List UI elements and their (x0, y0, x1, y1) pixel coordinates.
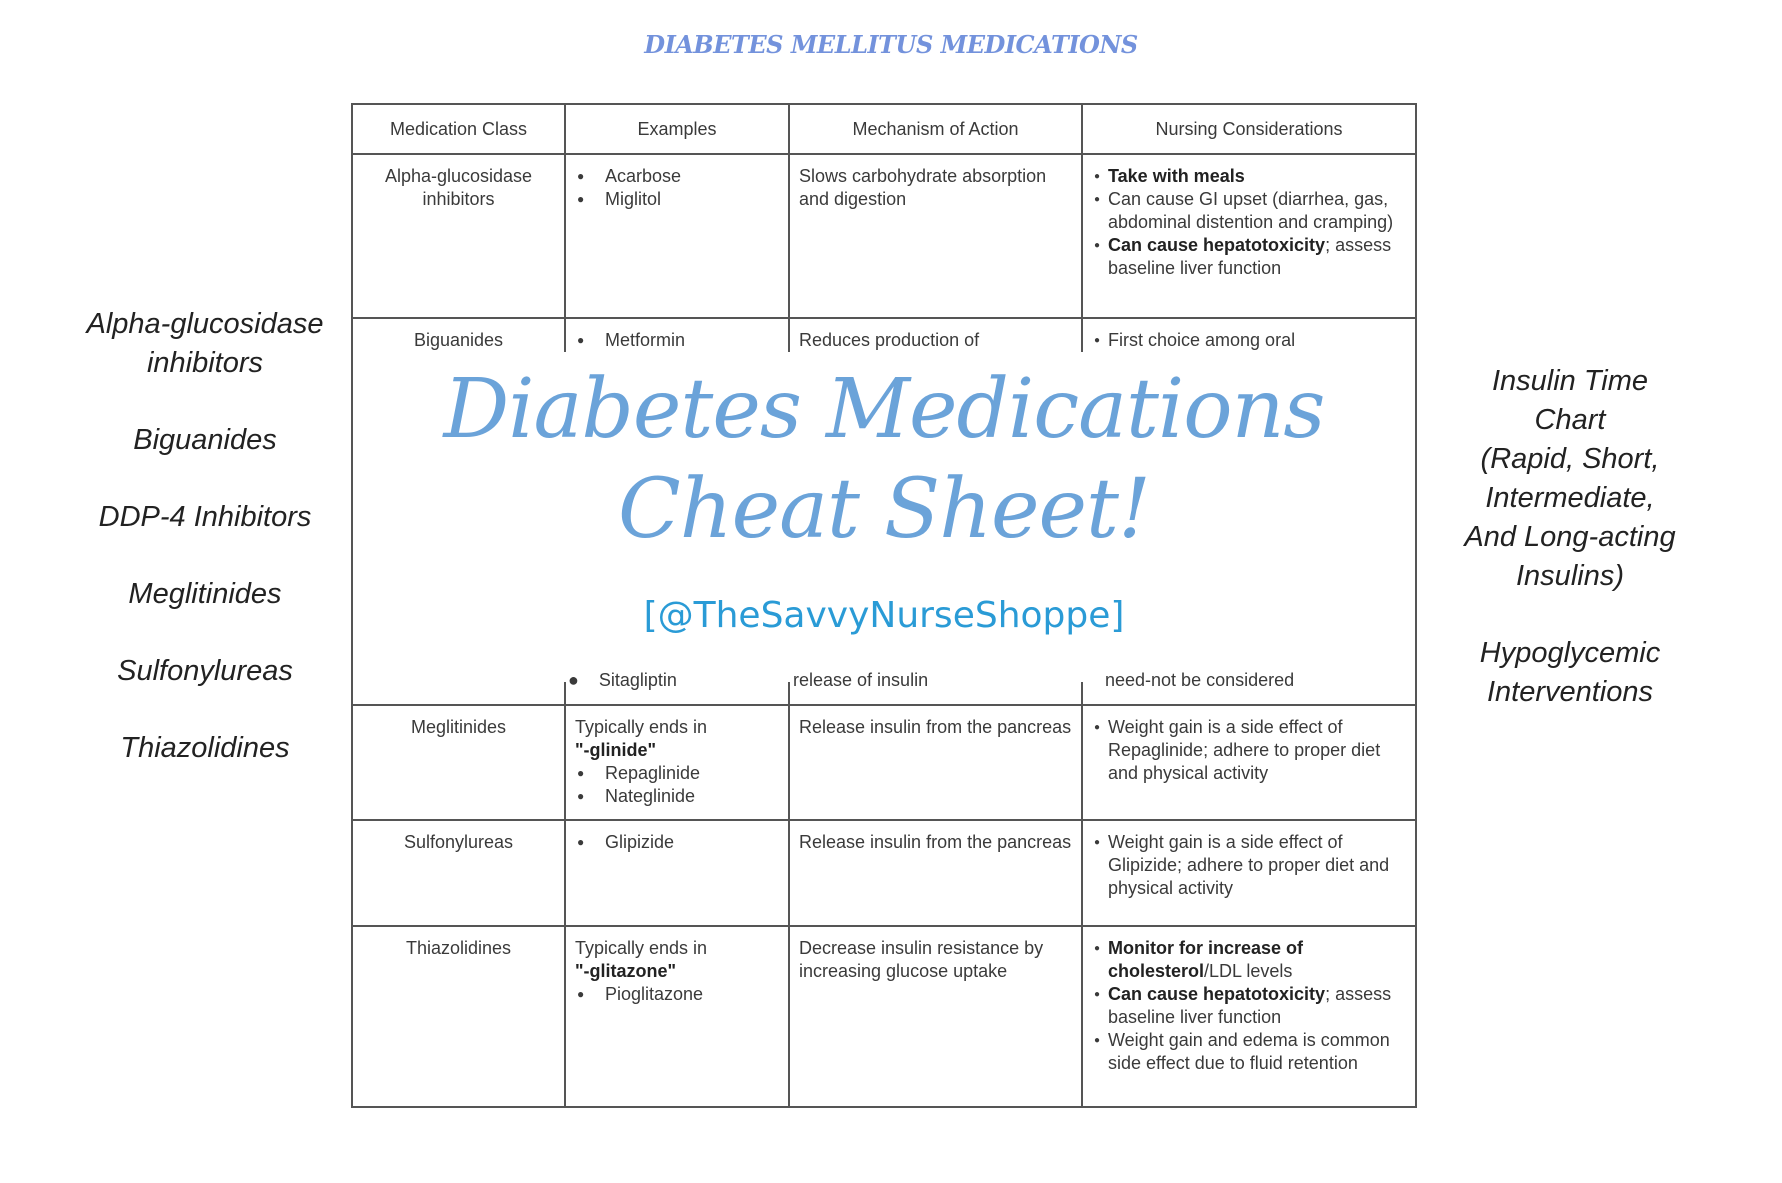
example-item: ● Metformin (575, 329, 779, 352)
suffix-pattern: "-glitazone" (575, 961, 677, 982)
medication-class-cell: Meglitinides (352, 705, 565, 820)
cheat-sheet-title (353, 360, 1415, 560)
left-topic-biguanides: Biguanides (133, 424, 277, 456)
mechanism-cell: Release insulin from the pancreas (789, 820, 1082, 926)
table-row (352, 705, 1416, 820)
left-topic-ddp4: DDP-4 Inhibitors (98, 501, 312, 533)
table-header-row (352, 104, 1416, 154)
example-item: ● Acarbose (575, 165, 779, 188)
example-item: ● Pioglitazone (575, 983, 779, 1006)
nursing-item: ● Monitor for increase of cholesterol/LDL levels (1092, 937, 1406, 983)
examples-cell (565, 154, 789, 318)
fragment-nursing: need-not be considered (1105, 670, 1295, 690)
document-header-title: DIABETES MELLITUS MEDICATIONS (644, 30, 1138, 59)
mechanism-cell: Release insulin from the pancreas (789, 705, 1082, 820)
nursing-cell (1082, 820, 1416, 926)
mechanism-cell: Decrease insulin resistance by increasing glucose uptake (789, 926, 1082, 1107)
nursing-item: ● Take with meals (1092, 165, 1406, 188)
cheat-sheet-title-line1: Diabetes Medications (443, 362, 1325, 457)
table-row (352, 926, 1416, 1107)
right-topic-list (1430, 362, 1710, 712)
right-topic-hypoglycemic: Hypoglycemic Interventions (1479, 637, 1661, 708)
nursing-item: ● Weight gain and edema is common side effect due to fluid retention (1092, 1029, 1406, 1075)
medication-class-cell (352, 154, 565, 318)
nursing-cell (1082, 926, 1416, 1107)
column-header-examples: Examples (565, 104, 789, 154)
table-row (352, 820, 1416, 926)
example-item: ● Nateglinide (575, 785, 779, 808)
left-topic-meglitinides: Meglitinides (128, 578, 282, 610)
left-topic-sulfonylureas: Sulfonylureas (117, 655, 293, 687)
suffix-pattern: "-glinide" (575, 739, 657, 760)
left-topic-alpha-glucosidase: Alpha-glucosidase inhibitors (86, 308, 324, 379)
nursing-item: ● Weight gain is a side effect of Glipizide; adhere to proper diet and physical activity (1092, 831, 1406, 900)
nursing-cell (1082, 154, 1416, 318)
nursing-item: ● First choice among oral (1092, 329, 1406, 352)
medication-class-cell: Thiazolidines (352, 926, 565, 1107)
table-row (352, 154, 1416, 318)
nursing-item: ● Weight gain is a side effect of Repaglinide; adhere to proper diet and physical activity (1092, 716, 1406, 785)
examples-cell (565, 926, 789, 1107)
medication-class-cell: Sulfonylureas (352, 820, 565, 926)
left-topic-thiazolidines: Thiazolidines (120, 732, 290, 764)
mechanism-cell: Slows carbohydrate absorption and digestion (789, 154, 1082, 318)
examples-note: Typically ends in (575, 938, 708, 959)
class-name: Alpha-glucosidase (384, 166, 533, 186)
column-header-mechanism: Mechanism of Action (789, 104, 1082, 154)
author-handle: [@TheSavvyNurseShoppe] (643, 595, 1125, 636)
nursing-item: ● Can cause GI upset (diarrhea, gas, abdominal distention and cramping) (1092, 188, 1406, 234)
fragment-mechanism: release of insulin (793, 670, 929, 690)
class-name-cont: inhibitors (422, 189, 495, 209)
examples-cell (565, 705, 789, 820)
example-item: ● Glipizide (575, 831, 779, 854)
fragment-example: ● Sitagliptin (568, 670, 677, 690)
nursing-cell (1082, 705, 1416, 820)
examples-note: Typically ends in (575, 716, 708, 737)
examples-cell (565, 820, 789, 926)
mechanism-cell: Reduces production of (789, 318, 1082, 705)
medication-class-cell: Biguanides (352, 318, 565, 705)
nursing-item: ● Can cause hepatotoxicity; assess baseline liver function (1092, 234, 1406, 280)
nursing-item: ● Can cause hepatotoxicity; assess baseline liver function (1092, 983, 1406, 1029)
left-topic-list (60, 305, 350, 806)
example-item: ● Repaglinide (575, 762, 779, 785)
cheat-sheet-title-line2: Cheat Sheet! (618, 462, 1150, 557)
column-header-nursing: Nursing Considerations (1082, 104, 1416, 154)
column-header-medication-class: Medication Class (352, 104, 565, 154)
example-item: ● Miglitol (575, 188, 779, 211)
right-topic-insulin-chart: Insulin Time Chart (Rapid, Short, Intermediate, And Long-acting Insulins) (1464, 365, 1676, 592)
